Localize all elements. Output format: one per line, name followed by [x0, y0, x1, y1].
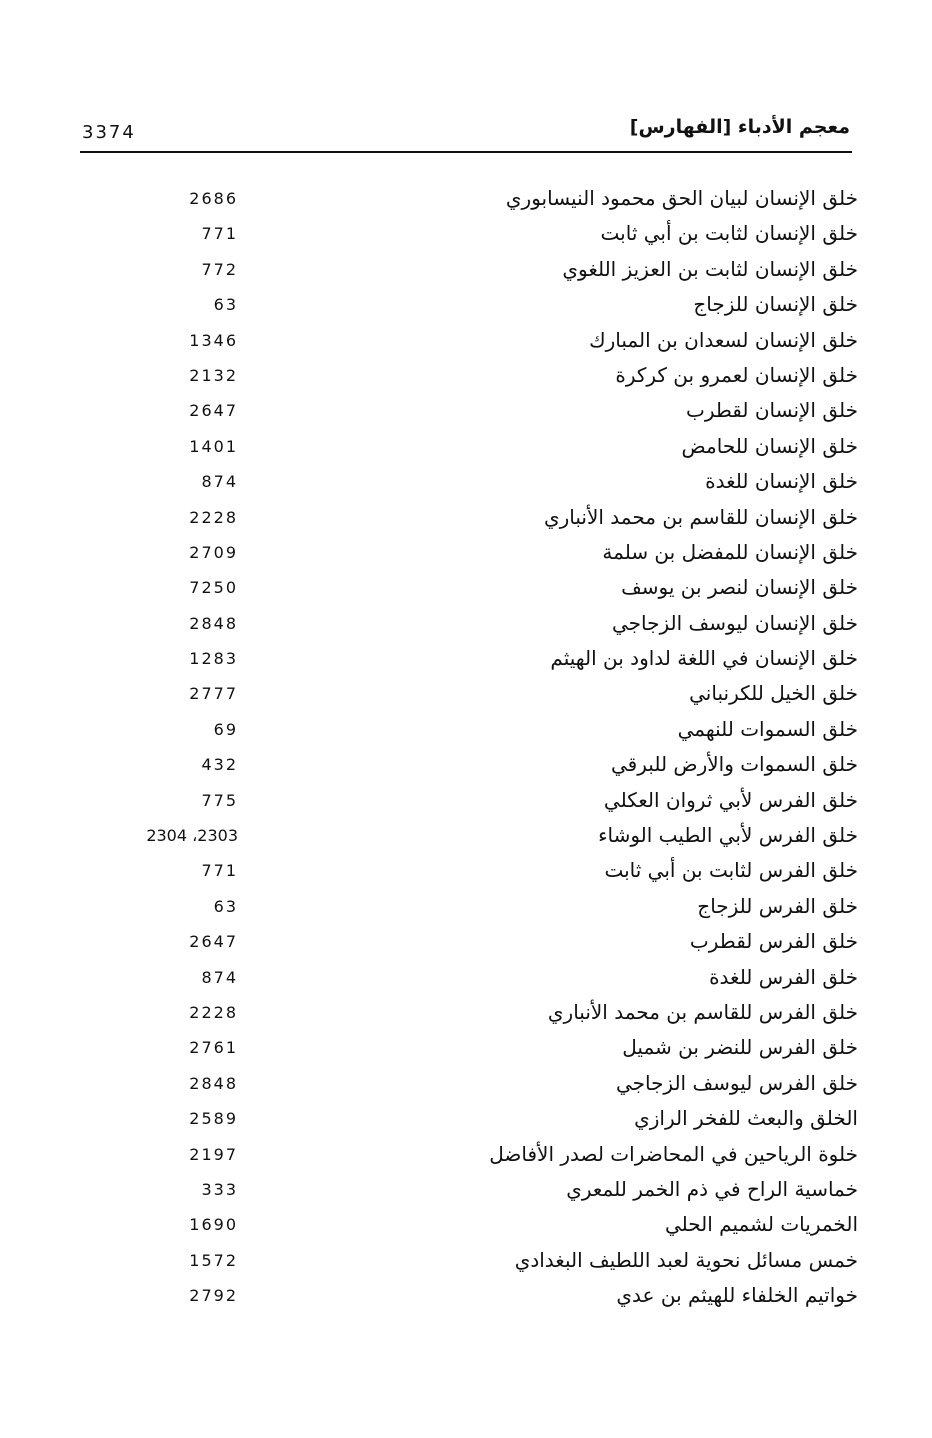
entry-title: خلق الفرس لأبي الطيب الوشاء [598, 823, 858, 848]
entry-title: خلق الإنسان للزجاج [693, 292, 858, 317]
entry-page-ref: 2197 [189, 1144, 238, 1164]
entry-page-ref: 1690 [189, 1215, 238, 1235]
entry-title: خلق الفرس ليوسف الزجاجي [615, 1070, 858, 1095]
index-entry [80, 677, 858, 712]
entry-page-ref: 874 [201, 967, 238, 987]
entry-title: خلق الإنسان في اللغة لداود بن الهيثم [550, 646, 858, 671]
index-entry [80, 394, 858, 429]
entry-page-ref: 2647 [189, 401, 238, 421]
entry-page-ref: 775 [201, 790, 238, 810]
entry-page-ref: 432 [201, 755, 238, 775]
entry-title: خلق السموات والأرض للبرقي [611, 752, 858, 777]
index-entry [80, 1279, 858, 1314]
entry-title: خواتيم الخلفاء للهيثم بن عدي [616, 1283, 858, 1308]
entry-title: خلق الفرس للغدة [709, 964, 858, 989]
index-entry [80, 996, 858, 1031]
index-entry [80, 890, 858, 925]
index-entry [80, 288, 858, 323]
index-entry [80, 961, 858, 996]
entry-page-ref: 7250 [189, 578, 238, 598]
entry-page-ref: 2228 [189, 1002, 238, 1022]
index-entry-list [80, 182, 858, 1315]
entry-page-ref: 1401 [189, 436, 238, 456]
entry-title: خلق الخيل للكرنباني [689, 681, 858, 706]
index-entry [80, 642, 858, 677]
entry-title: خلق الإنسان لنصر بن يوسف [621, 575, 858, 600]
index-entry [80, 1067, 858, 1102]
entry-title: خلق الإنسان لعمرو بن كركرة [615, 362, 858, 387]
entry-page-ref: 2686 [189, 189, 238, 208]
entry-title: خلق الإنسان لثابت بن أبي ثابت [600, 221, 858, 246]
entry-title: خلق الإنسان لسعدان بن المبارك [589, 327, 858, 352]
entry-title: خلق الإنسان للحامض [681, 433, 858, 458]
entry-title: خلق الفرس لقطرب [689, 929, 858, 954]
index-entry [80, 748, 858, 783]
index-entry [80, 854, 858, 889]
entry-title: خلق الإنسان للغدة [705, 469, 858, 494]
index-entry [80, 1208, 858, 1243]
index-entry [80, 536, 858, 571]
index-entry [80, 819, 858, 854]
entry-page-ref: 69 [213, 719, 238, 739]
entry-title: خلق الفرس لثابت بن أبي ثابت [604, 858, 858, 883]
index-entry [80, 253, 858, 288]
index-entry [80, 713, 858, 748]
index-entry [80, 501, 858, 536]
index-entry [80, 182, 858, 217]
index-entry [80, 1244, 858, 1279]
running-header-title: معجم الأدباء [الفهارس] [629, 116, 850, 138]
entry-page-ref: 2647 [189, 932, 238, 952]
index-entry [80, 1173, 858, 1208]
entry-page-ref: 2589 [189, 1109, 238, 1129]
entry-title: خلق الفرس لأبي ثروان العكلي [603, 787, 858, 812]
entry-title: خلق الإنسان للمفضل بن سلمة [602, 539, 858, 564]
header-divider [80, 151, 852, 153]
entry-page-ref: 874 [201, 472, 238, 492]
entry-title: خلق السموات للنهمي [677, 716, 858, 741]
entry-page-ref: 2792 [189, 1286, 238, 1306]
entry-page-ref: 1346 [189, 330, 238, 350]
entry-page-ref: 2709 [189, 542, 238, 562]
entry-title: خلق الإنسان لبيان الحق محمود النيسابوري [505, 186, 858, 210]
index-entry [80, 1138, 858, 1173]
entry-title: خلق الإنسان ليوسف الزجاجي [612, 610, 858, 635]
entry-page-ref: 772 [201, 259, 238, 279]
entry-title: خلق الفرس للنضر بن شميل [622, 1035, 858, 1060]
entry-page-ref: 771 [201, 224, 238, 244]
index-entry [80, 465, 858, 500]
entry-page-ref: 2848 [189, 1073, 238, 1093]
index-entry [80, 217, 858, 252]
entry-title: خلق الإنسان لثابت بن العزيز اللغوي [562, 256, 858, 281]
page-number: 3374 [82, 122, 136, 143]
index-entry [80, 1031, 858, 1066]
entry-page-ref: 2132 [189, 365, 238, 385]
index-entry [80, 925, 858, 960]
entry-page-ref: 63 [213, 295, 238, 315]
entry-page-ref: 333 [201, 1179, 238, 1199]
entry-title: خلق الفرس للزجاج [697, 893, 858, 918]
entry-title: خلق الفرس للقاسم بن محمد الأنباري [547, 999, 858, 1024]
index-entry [80, 430, 858, 465]
entry-page-ref: 771 [201, 861, 238, 881]
entry-title: خلق الإنسان للقاسم بن محمد الأنباري [543, 504, 858, 529]
entry-title: خماسية الراح في ذم الخمر للمعري [566, 1176, 858, 1201]
entry-title: خلوة الرياحين في المحاضرات لصدر الأفاضل [489, 1141, 858, 1166]
entry-title: خمس مسائل نحوية لعبد اللطيف البغدادي [514, 1247, 858, 1272]
index-entry [80, 359, 858, 394]
entry-page-ref: 1572 [189, 1250, 238, 1270]
entry-page-ref: 2761 [189, 1038, 238, 1058]
entry-page-ref: 63 [213, 896, 238, 916]
entry-page-ref: 2304 ،2303 [146, 826, 238, 846]
index-entry [80, 607, 858, 642]
index-entry [80, 571, 858, 606]
index-entry [80, 784, 858, 819]
entry-title: الخلق والبعث للفخر الرازي [634, 1106, 858, 1131]
entry-page-ref: 2777 [189, 684, 238, 704]
index-entry [80, 324, 858, 359]
entry-page-ref: 2848 [189, 613, 238, 633]
entry-page-ref: 1283 [189, 649, 238, 669]
entry-page-ref: 2228 [189, 507, 238, 527]
entry-title: خلق الإنسان لقطرب [685, 398, 858, 423]
index-entry [80, 1102, 858, 1137]
entry-title: الخمريات لشميم الحلي [664, 1212, 858, 1237]
